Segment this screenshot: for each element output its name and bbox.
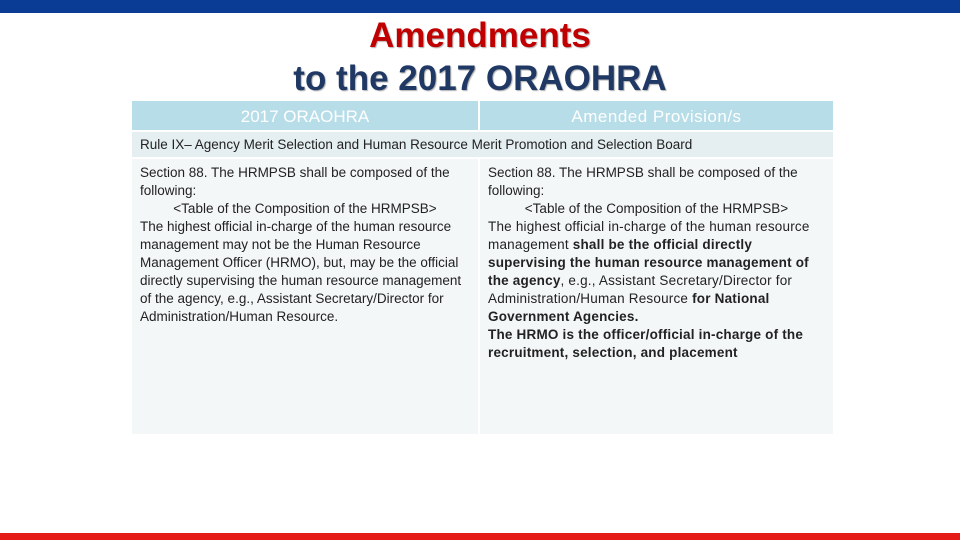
left-table-reference: <Table of the Composition of the HRMPSB> (173, 201, 437, 216)
comparison-table (132, 101, 833, 434)
left-section-88: Section 88. The HRMPSB shall be composed of the following: (140, 165, 450, 198)
header-2017-oraohra: 2017 ORAOHRA (132, 101, 478, 130)
right-table-reference: <Table of the Composition of the HRMPSB> (524, 201, 789, 216)
right-body-part2: , e.g., Assistant Secretary/Director for Administration/Human Resource (488, 273, 793, 306)
slide-title-line1: Amendments (369, 16, 591, 55)
right-body-bold1: shall be the official directly supervising the human resource management of the agency (488, 237, 809, 288)
bottom-accent-bar (0, 533, 960, 540)
rule-ix-row: Rule IX– Agency Merit Selection and Human Resource Merit Promotion and Selection Board (132, 132, 833, 157)
top-accent-bar (0, 0, 960, 13)
right-body-bold2: for National Government Agencies. (488, 291, 770, 324)
left-body-text: The highest official in-charge of the human resource management may not be the Human Resource Management Officer (HRMO), but, may be the official directly supervising the human resource management of the agency, e.g., Assistant Secretary/Director for Administration/Human Resource. (140, 219, 462, 324)
slide-title-line2: to the 2017 ORAOHRA (293, 59, 667, 98)
right-body-text (488, 218, 825, 326)
right-body-part1: The highest official in-charge of the human resource management (488, 219, 810, 252)
right-hrmo-note: The HRMO is the officer/official in-charge of the recruitment, selection, and placement (488, 327, 804, 360)
right-cell-amended (480, 159, 833, 434)
left-cell-original (132, 159, 478, 434)
right-section-88: Section 88. The HRMPSB shall be composed of the following: (488, 165, 798, 198)
header-amended-provisions: Amended Provision/s (480, 101, 833, 130)
